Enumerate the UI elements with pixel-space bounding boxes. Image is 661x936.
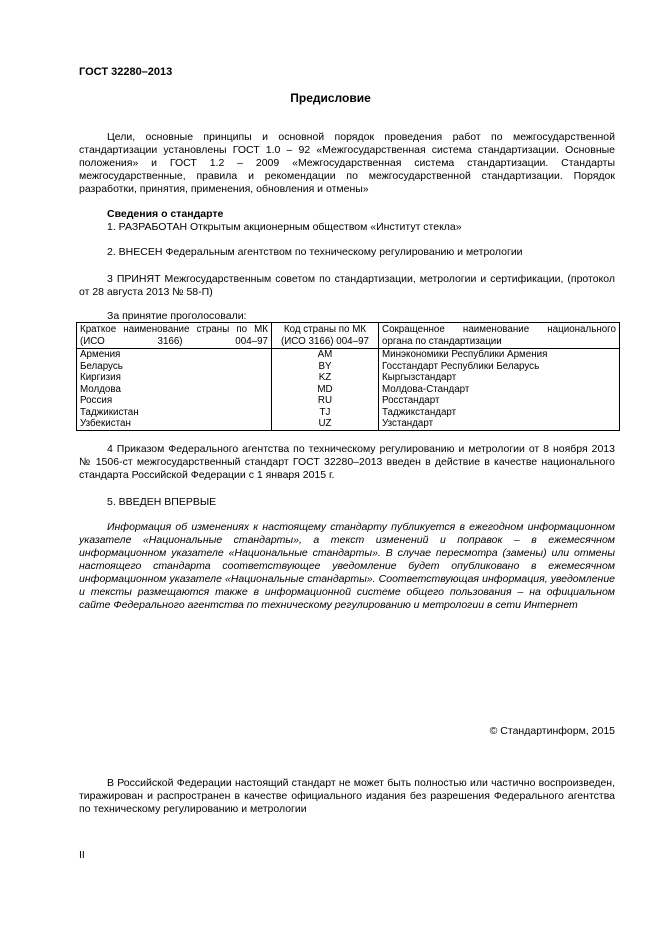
cell-body: Росстандарт <box>379 395 620 407</box>
cell-code: AM <box>272 349 379 361</box>
cell-country: Армения <box>77 349 272 361</box>
column-header-country: Краткое наименование страны по МК (ИСО 3166) 004–97 <box>77 323 272 349</box>
changes-info-paragraph: Информация об изменениях к настоящему стандарту публикуется в ежегодном информационном указателе «Национальные стандарты», а текст изменений и поправок – в ежемесячном информационном указателе «Национальные стандарты». В случае пересмотра (замены) или отмены настоящего стандарта соответствующее уведомление будет опубликовано в ежемесячном информационном указателе «Национальные стандарты». Соответствующая информация, уведомление и тексты размещаются также в информационной системе общего пользования – на официальном сайте Федерального агентства по техническому регулированию и метрологии в сети Интернет <box>79 521 615 611</box>
table-row <box>77 361 620 373</box>
column-header-code: Код страны по МК (ИСО 3166) 004–97 <box>272 323 379 349</box>
item-order: 4 Приказом Федерального агентства по техническому регулированию и метрологии от 8 ноября 2013 № 1506-ст межгосударственный стандарт ГОСТ 32280–2013 введен в действие в качестве национального стандарта Российской Федерации с 1 января 2015 г. <box>79 443 615 481</box>
copyright-notice: © Стандартинформ, 2015 <box>489 725 615 737</box>
document-code: ГОСТ 32280–2013 <box>79 66 173 78</box>
item-submitted: 2. ВНЕСЕН Федеральным агентством по техническому регулированию и метрологии <box>107 246 523 258</box>
cell-code: KZ <box>272 372 379 384</box>
table-row <box>77 418 620 430</box>
countries-table <box>76 322 620 431</box>
page-title: Предисловие <box>290 91 371 105</box>
cell-country: Таджикистан <box>77 407 272 419</box>
cell-country: Россия <box>77 395 272 407</box>
cell-body: Минэкономики Республики Армения <box>379 349 620 361</box>
info-heading: Сведения о стандарте <box>107 208 224 220</box>
cell-body: Узстандарт <box>379 418 620 430</box>
page-number: II <box>79 849 85 861</box>
item-developed: 1. РАЗРАБОТАН Открытым акционерным обществом «Институт стекла» <box>107 221 462 233</box>
table-row <box>77 407 620 419</box>
table-header-row <box>77 323 620 349</box>
item-adopted: 3 ПРИНЯТ Межгосударственным советом по стандартизации, метрологии и сертификации, (протокол от 28 августа 2013 № 58-П) <box>79 273 615 298</box>
cell-code: BY <box>272 361 379 373</box>
intro-paragraph: Цели, основные принципы и основной порядок проведения работ по межгосударственной стандартизации установлены ГОСТ 1.0 – 92 «Межгосударственная система стандартизации. Основные положения» и ГОСТ 1.2 – 2009 «Межгосударственная система стандартизации. Стандарты межгосударственные, правила и рекомендации по межгосударственной стандартизации. Порядок разработки, принятия, применения, обновления и отмены» <box>79 131 615 195</box>
cell-country: Беларусь <box>77 361 272 373</box>
table-row <box>77 395 620 407</box>
reproduction-notice: В Российской Федерации настоящий стандарт не может быть полностью или частично воспроизведен, тиражирован и распространен в качестве официального издания без разрешения Федерального агентства по техническому регулированию и метрологии <box>79 777 615 815</box>
table-row <box>77 349 620 361</box>
cell-body: Кыргызстандарт <box>379 372 620 384</box>
cell-code: TJ <box>272 407 379 419</box>
cell-body: Таджикстандарт <box>379 407 620 419</box>
cell-country: Молдова <box>77 384 272 396</box>
cell-code: UZ <box>272 418 379 430</box>
item-introduced: 5. ВВЕДЕН ВПЕРВЫЕ <box>107 496 217 508</box>
cell-body: Госстандарт Республики Беларусь <box>379 361 620 373</box>
cell-country: Киргизия <box>77 372 272 384</box>
table-row <box>77 372 620 384</box>
cell-code: RU <box>272 395 379 407</box>
voted-label: За принятие проголосовали: <box>107 310 247 322</box>
cell-body: Молдова-Стандарт <box>379 384 620 396</box>
column-header-body: Сокращенное наименование национального органа по стандартизации <box>379 323 620 349</box>
table-row <box>77 384 620 396</box>
cell-code: MD <box>272 384 379 396</box>
cell-country: Узбекистан <box>77 418 272 430</box>
